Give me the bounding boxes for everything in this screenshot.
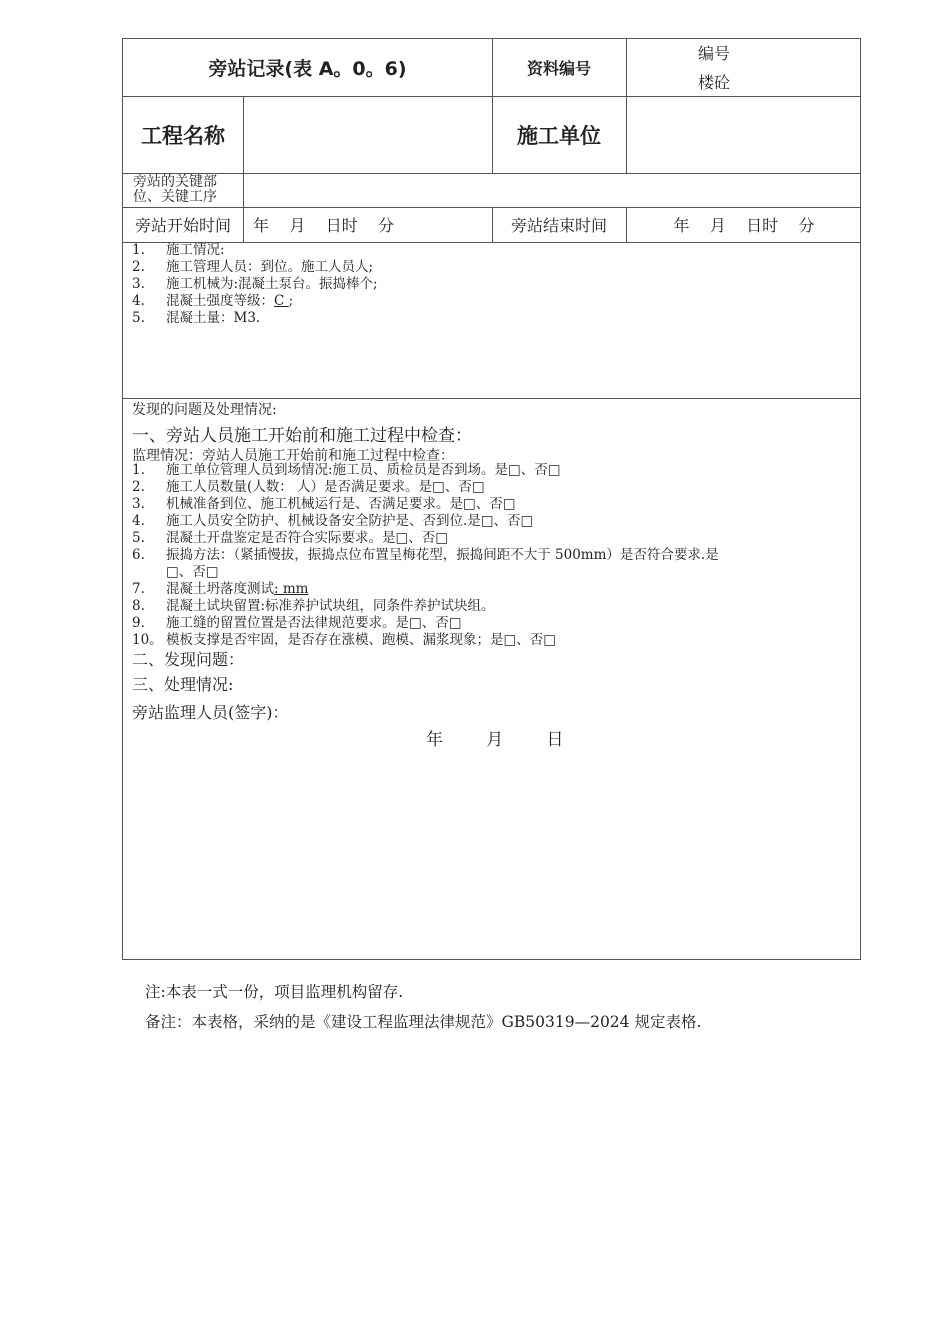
list-item-number: 3. bbox=[132, 276, 145, 292]
list-item-number: 9. bbox=[132, 615, 145, 631]
project-name-label: 工程名称 bbox=[141, 123, 225, 148]
list-item bbox=[132, 276, 378, 293]
list-item-main-text: 施工机械为:混凝土泵台。振捣棒个; bbox=[166, 276, 378, 292]
list-item bbox=[132, 479, 719, 496]
list-item bbox=[132, 310, 378, 327]
list-item bbox=[132, 547, 719, 564]
list-item-blank[interactable]: : mm bbox=[274, 581, 309, 597]
list-item-continuation: □、否□ bbox=[166, 564, 219, 580]
list-item-number: 5. bbox=[132, 310, 145, 326]
list-item bbox=[132, 293, 378, 310]
list-item-text bbox=[166, 496, 516, 513]
list-item-text bbox=[166, 513, 533, 530]
list-item-number: 7. bbox=[132, 581, 145, 597]
list-item-main-text: 施工管理人员：到位。施工人员人; bbox=[166, 259, 374, 275]
list-item-text bbox=[166, 530, 448, 547]
list-item bbox=[132, 242, 378, 259]
list-item-text bbox=[166, 462, 561, 479]
end-time-field[interactable]: 年 月 日时 分 bbox=[673, 216, 815, 235]
list-item-text bbox=[166, 598, 495, 615]
list-item bbox=[132, 462, 719, 479]
list-item-main-text: 振捣方法：（紧插慢拔，振捣点位布置呈梅花型，振捣间距不大于 500mm）是否符合要求.是 bbox=[166, 547, 719, 563]
supervision-line: 监理情况：旁站人员施工开始前和施工过程中检查： bbox=[132, 448, 454, 464]
list-item-text bbox=[166, 479, 485, 496]
list-item-blank[interactable]: C bbox=[274, 293, 289, 309]
key-part-label-line-1: 旁站的关键部 bbox=[133, 174, 217, 190]
list-item-number: 2. bbox=[132, 259, 145, 275]
note-1: 注:本表一式一份，项目监理机构留存. bbox=[145, 983, 404, 1001]
form-title: 旁站记录(表 A。0。6) bbox=[208, 58, 407, 80]
list-item bbox=[132, 581, 719, 598]
list-item-number: 2. bbox=[132, 479, 145, 495]
key-part-label bbox=[133, 173, 243, 207]
doc-number-line-2: 楼砼 bbox=[697, 72, 730, 92]
section-1-heading: 一、旁站人员施工开始前和施工过程中检查： bbox=[132, 426, 472, 446]
contractor-field[interactable] bbox=[626, 96, 862, 173]
signature-date: 年 月 日 bbox=[426, 730, 564, 750]
section-2-heading: 二、发现问题： bbox=[132, 650, 245, 669]
list-item-number: 4. bbox=[132, 513, 145, 529]
list-item-text bbox=[166, 581, 308, 598]
list-item-text bbox=[166, 242, 225, 259]
contractor-label: 施工单位 bbox=[517, 123, 601, 148]
list-item-number: 5. bbox=[132, 530, 145, 546]
checks-list bbox=[132, 462, 719, 649]
list-item bbox=[132, 513, 719, 530]
start-time-field[interactable]: 年 月 日时 分 bbox=[253, 216, 395, 235]
list-item-main-text: 施工单位管理人员到场情况:施工员、质检员是否到场。是□、否□ bbox=[166, 462, 561, 478]
list-item bbox=[132, 598, 719, 615]
list-item bbox=[132, 496, 719, 513]
note-2: 备注：本表格，采纳的是《建设工程监理法律规范》GB50319—2024 规定表格. bbox=[145, 1013, 702, 1031]
list-item-text bbox=[166, 310, 260, 327]
list-item-main-text: 混凝土坍落度测试 bbox=[166, 581, 274, 597]
list-item-text bbox=[166, 293, 293, 310]
list-item-main-text: 混凝土量：M3. bbox=[166, 310, 261, 326]
list-item-main-text: 机械准备到位、施工机械运行是、否满足要求。是□、否□ bbox=[166, 496, 516, 512]
problems-heading: 发现的问题及处理情况: bbox=[132, 402, 277, 418]
project-name-field[interactable] bbox=[243, 96, 492, 173]
list-item-number: 10。 bbox=[132, 632, 163, 648]
key-part-field[interactable] bbox=[243, 173, 862, 207]
list-item-main-text: 混凝土开盘鉴定是否符合实际要求。是□、否□ bbox=[166, 530, 449, 546]
doc-number-label: 资料编号 bbox=[526, 59, 591, 78]
list-item-main-text: 施工人员安全防护、机械设备安全防护是、否到位.是□、否□ bbox=[166, 513, 534, 529]
list-item bbox=[132, 259, 378, 276]
list-item-main-text: 混凝土试块留置:标准养护试块组，同条件养护试块组。 bbox=[166, 598, 495, 614]
list-item-text bbox=[166, 259, 373, 276]
list-item bbox=[132, 530, 719, 547]
doc-number-line-1: 编号 bbox=[697, 43, 730, 63]
list-item-main-text: 施工人员数量(人数： 人）是否满足要求。是□、否□ bbox=[166, 479, 485, 495]
list-item-number: 8. bbox=[132, 598, 145, 614]
list-item-main-text: 施工缝的留置位置是否法律规范要求。是□、否□ bbox=[166, 615, 462, 631]
start-time-label: 旁站开始时间 bbox=[134, 216, 231, 235]
list-item-text bbox=[166, 547, 719, 564]
doc-number-value[interactable] bbox=[596, 39, 832, 96]
list-item-text bbox=[166, 615, 462, 632]
list-item-main-text: 模板支撑是否牢固，是否存在涨模、跑模、漏浆现象；是□、否□ bbox=[166, 632, 557, 648]
list-item-number: 1. bbox=[132, 242, 145, 258]
construction-list bbox=[132, 242, 378, 327]
list-item-suffix: ; bbox=[288, 293, 294, 309]
section-3-heading: 三、处理情况: bbox=[132, 675, 234, 694]
list-item-main-text: 施工情况: bbox=[166, 242, 225, 258]
key-part-label-line-2: 位、关键工序 bbox=[133, 189, 217, 205]
list-item-text bbox=[166, 276, 378, 293]
list-item-main-text: 混凝土强度等级： bbox=[166, 293, 274, 309]
record-form bbox=[122, 38, 861, 960]
list-item-number: 3. bbox=[132, 496, 145, 512]
signature-label: 旁站监理人员(签字)： bbox=[132, 703, 289, 722]
end-time-label: 旁站结束时间 bbox=[510, 216, 607, 235]
list-item-number: 1. bbox=[132, 462, 145, 478]
list-item-number: 6. bbox=[132, 547, 145, 563]
list-item-number: 4. bbox=[132, 293, 145, 309]
list-item bbox=[132, 615, 719, 632]
